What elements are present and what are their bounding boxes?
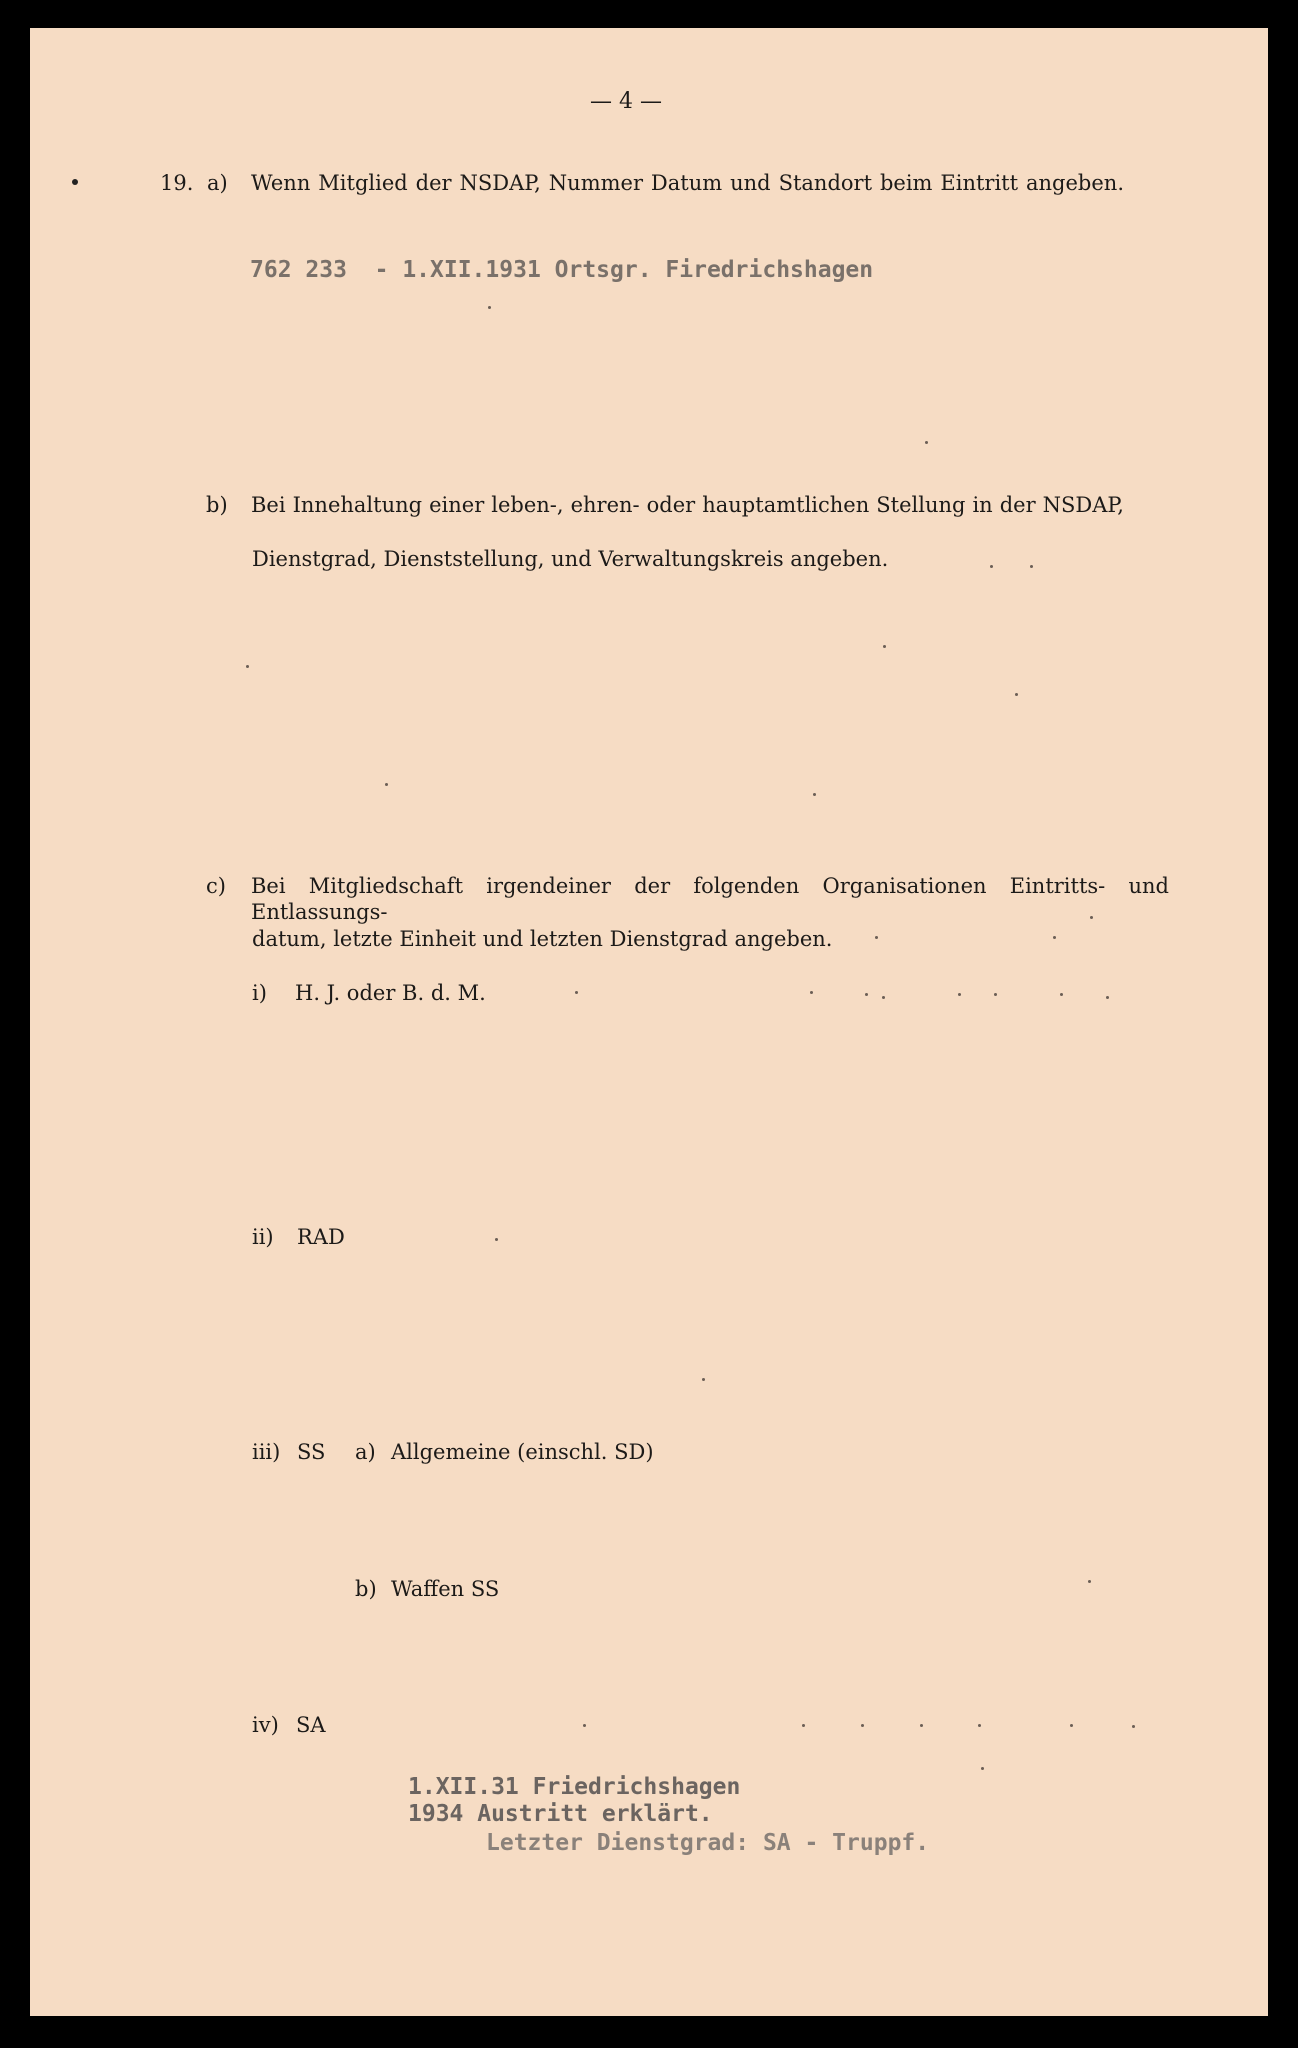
answer-iv-line1: 1.XII.31 Friedrichshagen [408,1774,741,1800]
paper-speck [813,793,816,796]
paper-speck [495,1238,498,1241]
item-iii-b-label: b) [355,1577,377,1601]
paper-speck [1015,693,1018,696]
item-iv-text: SA [296,1713,326,1737]
paper-speck [1060,993,1063,996]
question-number: 19. [160,171,194,195]
item-iii-a-label: a) [355,1440,376,1464]
item-iii-label: iii) [252,1440,281,1464]
item-i-text: H. J. oder B. d. M. [295,981,486,1005]
paper-speck [1030,565,1033,568]
item-iv-label: iv) [252,1713,279,1737]
margin-bullet-mark [72,179,78,185]
page-number: — 4 — [590,89,662,114]
question-a-label: a) [207,171,228,195]
paper-speck [583,1724,586,1727]
item-iii-text: SS [297,1440,326,1464]
item-iii-b-text: Waffen SS [391,1577,500,1601]
question-c-label: c) [206,874,226,898]
paper-speck [1053,936,1056,939]
paper-speck [1088,1580,1091,1583]
question-b-label: b) [206,493,228,517]
paper-speck [1106,996,1109,999]
paper-speck [1090,916,1093,919]
paper-speck [385,783,388,786]
paper-speck [925,441,928,444]
paper-speck [883,645,886,648]
paper-speck [802,1724,805,1727]
paper-speck [875,936,878,939]
paper-speck [882,996,885,999]
paper-speck [1070,1724,1073,1727]
answer-iv-line2: 1934 Austritt erklärt. [408,1801,713,1827]
answer-iv-line3: Letzter Dienstgrad: SA - Truppf. [486,1830,930,1856]
paper-speck [990,565,993,568]
paper-speck [994,993,997,996]
question-c-line1: Bei Mitgliedschaft irgendeiner der folgenden Organisationen Eintritts- und Entlassungs- [251,874,1169,924]
paper-speck [981,1767,984,1770]
document-page [30,28,1268,2016]
question-a-text: Wenn Mitglied der NSDAP, Nummer Datum und Standort beim Eintritt angeben. [251,171,1124,195]
answer-a-typed: 762 233 - 1.XII.1931 Ortsgr. Firedrichshagen [250,257,874,283]
item-iii-a-text: Allgemeine (einschl. SD) [391,1440,654,1464]
item-i-label: i) [252,981,267,1005]
paper-speck [865,993,868,996]
question-b-line1: Bei Innehaltung einer leben-, ehren- oder hauptamtlichen Stellung in der NSDAP, [251,493,1124,517]
item-ii-label: ii) [252,1225,274,1249]
paper-speck [1132,1725,1135,1728]
question-b-line2: Dienstgrad, Dienststellung, und Verwaltungskreis angeben. [252,547,889,571]
paper-speck [978,1724,981,1727]
paper-speck [810,991,813,994]
paper-speck [246,665,249,668]
paper-speck [920,1724,923,1727]
paper-speck [488,306,491,309]
item-ii-text: RAD [297,1225,345,1249]
paper-speck [575,991,578,994]
paper-speck [861,1724,864,1727]
paper-speck [702,1378,705,1381]
question-c-line2: datum, letzte Einheit und letzten Dienstgrad angeben. [252,927,833,951]
paper-speck [958,993,961,996]
